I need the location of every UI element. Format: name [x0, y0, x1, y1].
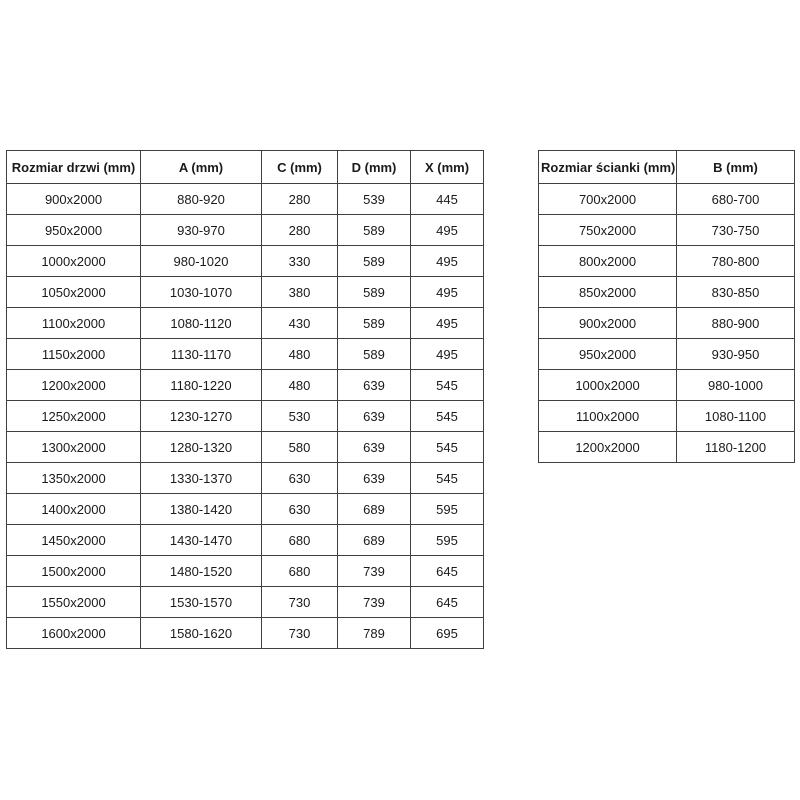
table-cell: 880-900	[677, 308, 795, 339]
table-row	[539, 339, 795, 370]
table-cell: 680	[262, 525, 338, 556]
table-cell: 1080-1100	[677, 401, 795, 432]
table-cell: 789	[338, 618, 411, 649]
table-cell: 280	[262, 184, 338, 215]
table-cell: 1250x2000	[7, 401, 141, 432]
table-cell: 1030-1070	[141, 277, 262, 308]
table-cell: 1450x2000	[7, 525, 141, 556]
table-cell: 280	[262, 215, 338, 246]
table-cell: 1530-1570	[141, 587, 262, 618]
table-row	[7, 618, 484, 649]
table-cell: 695	[411, 618, 484, 649]
table-cell: 630	[262, 494, 338, 525]
table-row	[7, 215, 484, 246]
table-cell: 1050x2000	[7, 277, 141, 308]
table-cell: 580	[262, 432, 338, 463]
table-cell: 495	[411, 339, 484, 370]
table-cell: 1580-1620	[141, 618, 262, 649]
table-row	[7, 339, 484, 370]
table-cell: 1000x2000	[539, 370, 677, 401]
table-row	[7, 494, 484, 525]
table-cell: 589	[338, 277, 411, 308]
table-cell: 830-850	[677, 277, 795, 308]
table-cell: 639	[338, 370, 411, 401]
table-row	[539, 370, 795, 401]
table-row	[7, 556, 484, 587]
wall-table-head	[539, 151, 795, 184]
table-cell: 1300x2000	[7, 432, 141, 463]
table-cell: 545	[411, 370, 484, 401]
table-cell: 730	[262, 618, 338, 649]
table-cell: 1080-1120	[141, 308, 262, 339]
table-cell: 1280-1320	[141, 432, 262, 463]
table-cell: 495	[411, 246, 484, 277]
table-cell: 539	[338, 184, 411, 215]
table-row	[7, 308, 484, 339]
table-cell: 800x2000	[539, 246, 677, 277]
table-row	[7, 401, 484, 432]
table-cell: 639	[338, 463, 411, 494]
column-header: X (mm)	[411, 151, 484, 184]
table-row	[7, 246, 484, 277]
table-cell: 900x2000	[7, 184, 141, 215]
table-cell: 645	[411, 556, 484, 587]
table-cell: 950x2000	[7, 215, 141, 246]
table-cell: 445	[411, 184, 484, 215]
table-cell: 1380-1420	[141, 494, 262, 525]
table-cell: 589	[338, 215, 411, 246]
column-header: C (mm)	[262, 151, 338, 184]
table-cell: 850x2000	[539, 277, 677, 308]
table-cell: 689	[338, 525, 411, 556]
table-cell: 700x2000	[539, 184, 677, 215]
table-cell: 930-950	[677, 339, 795, 370]
table-cell: 1000x2000	[7, 246, 141, 277]
column-header: Rozmiar ścianki (mm)	[539, 151, 677, 184]
door-table-head	[7, 151, 484, 184]
table-cell: 645	[411, 587, 484, 618]
table-cell: 1180-1220	[141, 370, 262, 401]
column-header: B (mm)	[677, 151, 795, 184]
table-row	[539, 432, 795, 463]
table-cell: 330	[262, 246, 338, 277]
table-cell: 739	[338, 587, 411, 618]
table-cell: 495	[411, 277, 484, 308]
table-cell: 480	[262, 339, 338, 370]
table-cell: 780-800	[677, 246, 795, 277]
table-cell: 595	[411, 494, 484, 525]
table-cell: 1130-1170	[141, 339, 262, 370]
table-row	[539, 215, 795, 246]
table-row	[7, 587, 484, 618]
table-cell: 495	[411, 308, 484, 339]
wall-table-body	[539, 184, 795, 463]
table-row	[7, 370, 484, 401]
table-cell: 639	[338, 432, 411, 463]
table-cell: 630	[262, 463, 338, 494]
table-cell: 1230-1270	[141, 401, 262, 432]
table-cell: 545	[411, 432, 484, 463]
table-row	[539, 401, 795, 432]
table-cell: 589	[338, 308, 411, 339]
table-cell: 1180-1200	[677, 432, 795, 463]
table-cell: 1600x2000	[7, 618, 141, 649]
table-row	[7, 525, 484, 556]
table-cell: 980-1020	[141, 246, 262, 277]
column-header: A (mm)	[141, 151, 262, 184]
table-cell: 639	[338, 401, 411, 432]
table-cell: 730	[262, 587, 338, 618]
door-table-body	[7, 184, 484, 649]
wall-size-table	[538, 150, 795, 463]
header-row	[539, 151, 795, 184]
table-cell: 1150x2000	[7, 339, 141, 370]
door-size-table	[6, 150, 484, 649]
table-cell: 880-920	[141, 184, 262, 215]
table-cell: 730-750	[677, 215, 795, 246]
table-cell: 1350x2000	[7, 463, 141, 494]
table-cell: 680	[262, 556, 338, 587]
table-cell: 1400x2000	[7, 494, 141, 525]
table-cell: 1200x2000	[539, 432, 677, 463]
table-cell: 750x2000	[539, 215, 677, 246]
table-cell: 589	[338, 339, 411, 370]
table-cell: 545	[411, 401, 484, 432]
table-cell: 1100x2000	[539, 401, 677, 432]
table-row	[539, 184, 795, 215]
table-cell: 430	[262, 308, 338, 339]
table-cell: 739	[338, 556, 411, 587]
table-cell: 1430-1470	[141, 525, 262, 556]
table-cell: 900x2000	[539, 308, 677, 339]
table-row	[539, 246, 795, 277]
table-cell: 589	[338, 246, 411, 277]
table-cell: 1480-1520	[141, 556, 262, 587]
table-cell: 980-1000	[677, 370, 795, 401]
table-row	[7, 432, 484, 463]
table-cell: 595	[411, 525, 484, 556]
table-cell: 495	[411, 215, 484, 246]
table-cell: 930-970	[141, 215, 262, 246]
table-row	[539, 277, 795, 308]
table-cell: 1200x2000	[7, 370, 141, 401]
table-cell: 545	[411, 463, 484, 494]
table-cell: 689	[338, 494, 411, 525]
table-cell: 380	[262, 277, 338, 308]
table-cell: 680-700	[677, 184, 795, 215]
table-cell: 950x2000	[539, 339, 677, 370]
table-cell: 480	[262, 370, 338, 401]
table-cell: 1500x2000	[7, 556, 141, 587]
table-row	[539, 308, 795, 339]
table-cell: 1100x2000	[7, 308, 141, 339]
table-row	[7, 463, 484, 494]
table-cell: 530	[262, 401, 338, 432]
column-header: Rozmiar drzwi (mm)	[7, 151, 141, 184]
table-cell: 1550x2000	[7, 587, 141, 618]
table-row	[7, 184, 484, 215]
table-row	[7, 277, 484, 308]
table-cell: 1330-1370	[141, 463, 262, 494]
column-header: D (mm)	[338, 151, 411, 184]
header-row	[7, 151, 484, 184]
